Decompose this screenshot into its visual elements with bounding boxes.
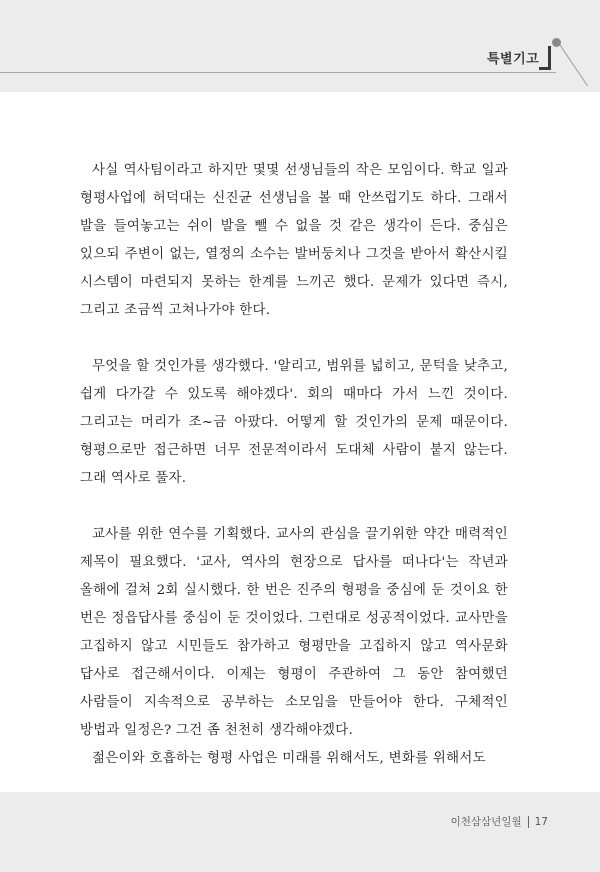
footer-band — [0, 792, 600, 872]
article-paragraph-3: 교사를 위한 연수를 기획했다. 교사의 관심을 끌기위한 약간 매력적인 제목이 필요했다. '교사, 역사의 현장으로 답사를 떠나다'는 작년과 올해에 걸쳐 2회 실시했다. 한 번은 진주의 형평을 중심에 둔 것이요 한 번은 정읍답사를 중심이 둔 것이었다. 그런대로 성공적이었다. 교사만을 고집하지 않고 시민들도 참가하고 형평만을 고집하지 않고 역사문화 답사로 접근해서이다. 이제는 형평이 주관하여 그 동안 참여했던 사람들이 지속적으로 공부하는 소모임을 만들어야 한다. 구체적인 방법과 일정은? 그건 좀 천천히 생각해야겠다. — [80, 527, 508, 738]
article-paragraph-2: 무엇을 할 것인가를 생각했다. '알리고, 범위를 넓히고, 문턱을 낮추고, 쉽게 다가갈 수 있도록 해야겠다'. 회의 때마다 가서 느낀 것이다. 그리고는 머리가 조~금 아팠다. 어떻게 할 것인가의 문제 때문이다. 형평으로만 접근하면 너무 전문적이라서 도대체 사람이 붙지 않는다. 그래 역사로 풀자. — [80, 359, 509, 486]
page-number: 17 — [534, 815, 548, 828]
section-label: 특별기고 — [487, 51, 540, 67]
header-rule — [0, 72, 556, 73]
article-paragraph-1: 사실 역사팀이라고 하지만 몇몇 선생님들의 작은 모임이다. 학교 일과 형평사업에 허덕대는 신진균 선생님을 볼 때 안쓰럽기도 하다. 그래서 발을 들여놓고는 쉬이 발을 뺄 수 없을 것 같은 생각이 든다. 중심은 있으되 주변이 없는, 열정의 소수는 발버둥치나 그것을 받아서 확산시킬 시스템이 마련되지 못하는 한계를 느끼곤 했다. 문제가 있다면 즉시, 그리고 조금씩 고쳐나가야 한다. — [80, 163, 508, 318]
section-tab — [477, 44, 547, 70]
header-corner-dot — [552, 38, 561, 47]
article-paragraph-4: 젊은이와 호흡하는 형평 사업은 미래를 위해서도, 변화를 위해서도 — [92, 751, 486, 766]
article-body — [80, 157, 508, 773]
section-tab-bracket — [539, 46, 551, 70]
footer-separator — [528, 816, 529, 828]
footer-publication: 이천삼삼년일월 — [450, 816, 522, 828]
footer — [451, 814, 548, 829]
